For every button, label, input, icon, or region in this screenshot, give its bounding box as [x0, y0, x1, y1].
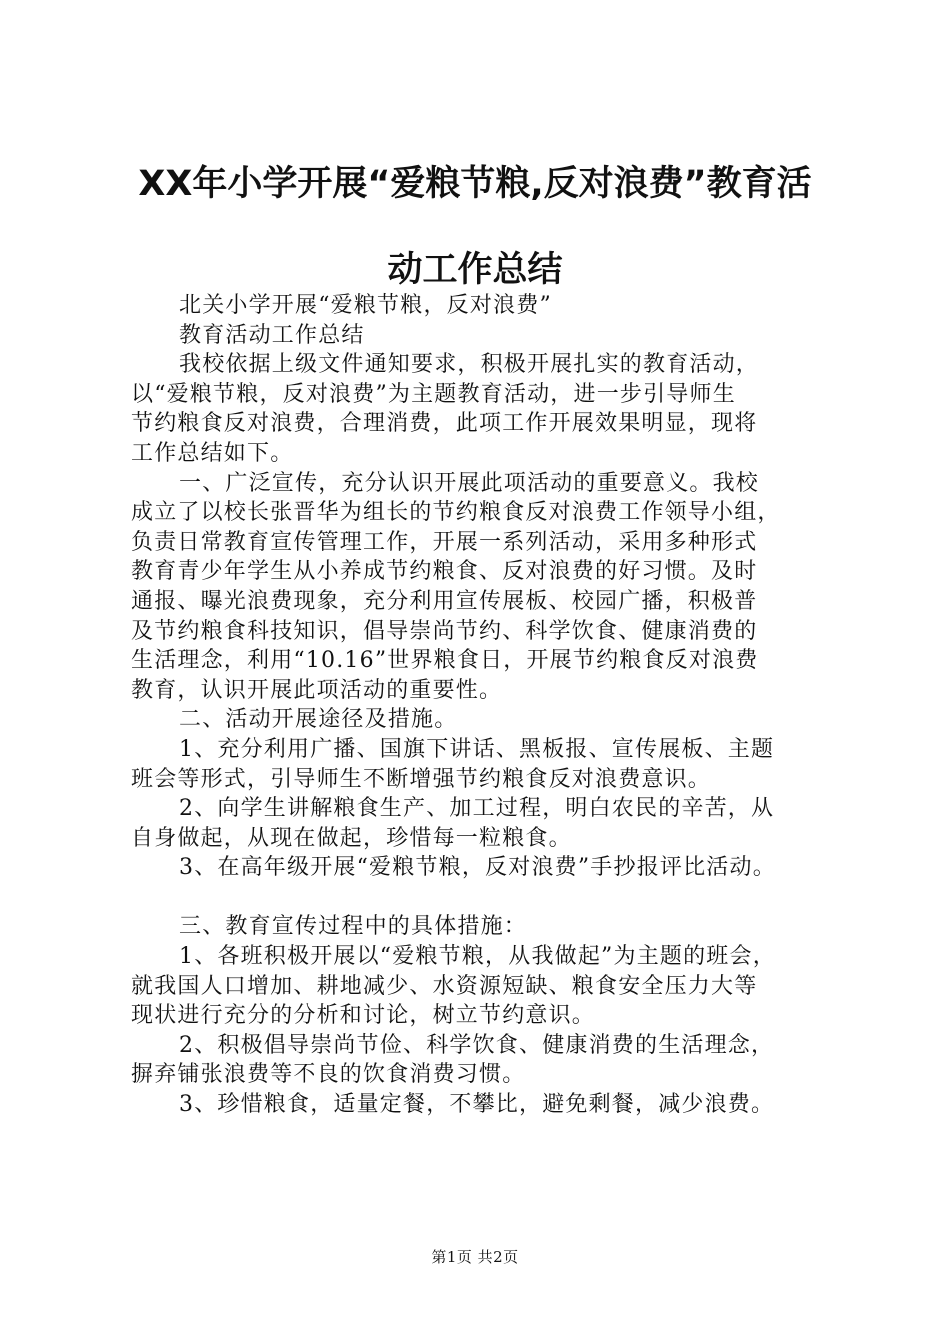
section-heading-line: 三、教育宣传过程中的具体措施：: [179, 914, 528, 940]
paragraph-line: 及节约粮食科技知识，倡导崇尚节约、科学饮食、健康消费的: [131, 618, 758, 644]
list-item-line: 3、珍惜粮食，适量定餐，不攀比，避免剩餐，减少浪费。: [179, 1092, 775, 1118]
document-title-line-1: XX年小学开展“爱粮节粮,反对浪费”教育活: [138, 164, 812, 204]
list-item-line: 3、在高年级开展“爱粮节粮，反对浪费”手抄报评比活动。: [179, 855, 776, 881]
paragraph-line: 以“爱粮节粮，反对浪费”为主题教育活动，进一步引导师生: [131, 381, 736, 407]
subtitle-line: 教育活动工作总结: [179, 322, 365, 348]
paragraph-line: 节约粮食反对浪费，合理消费，此项工作开展效果明显，现将: [131, 411, 758, 437]
paragraph-line: 成立了以校长张晋华为组长的节约粮食反对浪费工作领导小组，: [131, 500, 781, 526]
paragraph-line: 教育青少年学生从小养成节约粮食、反对浪费的好习惯。及时: [131, 559, 758, 585]
list-item-line: 就我国人口增加、耕地减少、水资源短缺、粮食安全压力大等: [131, 973, 758, 999]
paragraph-line: 工作总结如下。: [131, 440, 294, 466]
list-item-line: 1、充分利用广播、国旗下讲话、黑板报、宣传展板、主题: [179, 736, 775, 762]
page-footer: 第1页 共2页: [431, 1248, 519, 1266]
section-heading-line: 一、广泛宣传，充分认识开展此项活动的重要意义。我校: [179, 470, 760, 496]
list-item-line: 自身做起，从现在做起，珍惜每一粒粮食。: [131, 825, 572, 851]
subtitle-line: 北关小学开展“爱粮节粮，反对浪费”: [179, 293, 552, 318]
section-heading-line: 二、活动开展途径及措施。: [179, 707, 458, 733]
list-item-line: 1、各班积极开展以“爱粮节粮，从我做起”为主题的班会，: [179, 944, 776, 970]
paragraph-line: 通报、曝光浪费现象，充分利用宣传展板、校园广播，积极普: [131, 588, 758, 614]
paragraph-line: 生活理念，利用“10.16”世界粮食日，开展节约粮食反对浪费: [131, 648, 759, 674]
list-item-line: 2、积极倡导崇尚节俭、科学饮食、健康消费的生活理念，: [179, 1032, 775, 1058]
list-item-line: 现状进行充分的分析和讨论，树立节约意识。: [131, 1003, 596, 1029]
list-item-line: 摒弃铺张浪费等不良的饮食消费习惯。: [131, 1062, 526, 1088]
blank-line: [131, 883, 851, 913]
document-body: [131, 291, 851, 1120]
paragraph-line: 教育，认识开展此项活动的重要性。: [131, 677, 503, 703]
paragraph-line: 负责日常教育宣传管理工作，开展一系列活动，采用多种形式: [131, 529, 758, 555]
document-title-line-2: 动工作总结: [387, 250, 563, 290]
list-item-line: 班会等形式，引导师生不断增强节约粮食反对浪费意识。: [131, 766, 712, 792]
list-item-line: 2、向学生讲解粮食生产、加工过程，明白农民的辛苦，从: [179, 796, 775, 822]
paragraph-line: 我校依据上级文件通知要求，积极开展扎实的教育活动，: [179, 352, 760, 378]
